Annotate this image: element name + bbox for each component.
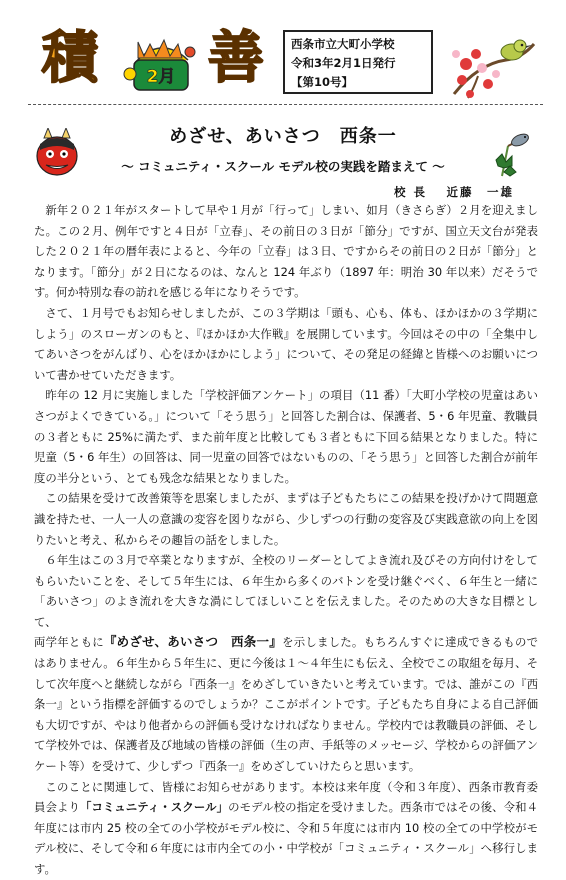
article-paragraph xyxy=(34,632,538,776)
article-paragraph: ６年生はこの３月で卒業となりますが、全校のリーダーとしてよき流れ及びその方向付けをしてもらいたいことを、そして５年生には、６年生から多くのバトンを受け継ぐべく、６年生と一緒に「あいさつ」のよき流れを大きな渦にしてほしいことを伝えました。そのための大きな目標として、 xyxy=(34,553,538,629)
article-paragraph: 新年２０２１年がスタートして早や１月が「行って」しまい、如月（きさらぎ）２月を迎えました。この２月、例年ですと４日が「立春」、その前日の３日が「節分」ですが、国立天文台が発表した２０２１年の暦年表によると、今年の「立春」は３日、ですからその前日の２日が「節分」となります。「節分」が２日になるのは、なんと 124 年ぶり（1897 年：明治 30 年以来）だそうです。何か特別な春の訪れを感じる年になりそうです。 xyxy=(34,203,538,300)
masthead-kanji-2: 善 xyxy=(208,25,264,91)
section-divider xyxy=(28,104,543,105)
issue-info-box xyxy=(283,30,433,94)
sardine-holly-setsubun-icon xyxy=(482,128,534,178)
community-school-highlight: 「コミュニティ・スクール」 xyxy=(80,800,229,815)
article-paragraph: さて、１月号でもお知らせしましたが、この３学期は「頭も、心も、体も、ほかほかの３学期にしよう」のスローガンのもと、『ほかほか大作戦』を展開しています。今回はその中の「全集中してあいさつをがんばり、心をほかほかにしよう」について、その発足の経緯と皆様へのお願いについて書かせていただきます。 xyxy=(34,305,538,382)
masthead-header xyxy=(28,22,543,102)
article-body xyxy=(34,200,538,880)
author-line: 校 長 近藤 一雄 xyxy=(393,185,514,199)
plum-blossom-bird-illustration xyxy=(448,24,540,102)
paragraph-text: のモデル校の指定を受けました。西条市ではその後、令和４年度には市内 25 校の全ての小学校がモデル校に、令和５年度には市内 10 校の全ての中学校がモデル校に、そして令和６年度には市内全ての小・中学校が「コミュニティ・スクール」へ移行します。 xyxy=(34,800,538,876)
oni-month-badge-illustration xyxy=(120,30,200,98)
article-paragraph: この結果を受けて改善策等を思案しましたが、まずは子どもたちにこの結果を投げかけて問題意識を持たせ、一人一人の意識の変容を図りながら、少しずつの行動の変容及び実践意欲の向上を図りたいと考え、私からその趣旨の話をしました。 xyxy=(34,491,538,547)
slogan-highlight: 『めざせ、あいさつ 西条一』 xyxy=(103,634,283,650)
article-paragraph xyxy=(34,777,538,880)
month-badge-text: 2月 xyxy=(146,67,176,87)
paragraph-text: このことに関連して、皆様にお知らせがあります。本校は来年度（令和３年度）、西条市教育委員会より xyxy=(34,779,538,815)
masthead-kanji-1: 積 xyxy=(42,25,98,91)
school-name: 西条市立大町小学校 xyxy=(291,37,395,51)
issue-number: 【第10号】 xyxy=(291,75,354,89)
article-subtitle: ～ コミュニティ・スクール モデル校の実践を踏まえて ～ xyxy=(121,159,445,174)
paragraph-text: を示しました。もちろんすぐに達成できるものではありません。６年生から５年生に、更に今後は１～４年生にも伝え、全校でこの取組を毎月、そして次年度へと継続しながら『西条一』をめざしていきたいと考えています。では、誰がこの『西条一』という指標を評価するのでしょうか？ここがポイントです。子どもたち自身による自己評価も大切ですが、やはり他者からの評価も受けなければなりません。学校内では教職員の評価、そして学校外では、保護者及び地域の皆様の評価（生の声、手紙等のメッセージ、学校からの評価アンケート等）を受けて、少しずつ『西条一』をめざしていけたらと思います。 xyxy=(34,635,538,774)
article-title: めざせ、あいさつ 西条一 xyxy=(169,126,397,147)
issue-date: 令和3年2月1日発行 xyxy=(291,56,396,70)
newsletter-masthead xyxy=(28,22,278,102)
paragraph-text: 両学年ともに xyxy=(34,635,104,650)
article-paragraph: 昨年の 12 月に実施しました「学校評価アンケート」の項目（11 番）「大町小学校の児童はあいさつがよくできている。」について「そう思う」と回答した割合は、保護者、5・6 年児童、教職員の３者ともに 25%に満たず、また前年度と比較しても３者ともに下回る結果となりました。特に児童（5・6 年生）の回答は、同一児童の回答ではないものの、「そう思う」と回答した割合が前年度の半分という、とても残念な結果となりました。 xyxy=(34,388,538,485)
